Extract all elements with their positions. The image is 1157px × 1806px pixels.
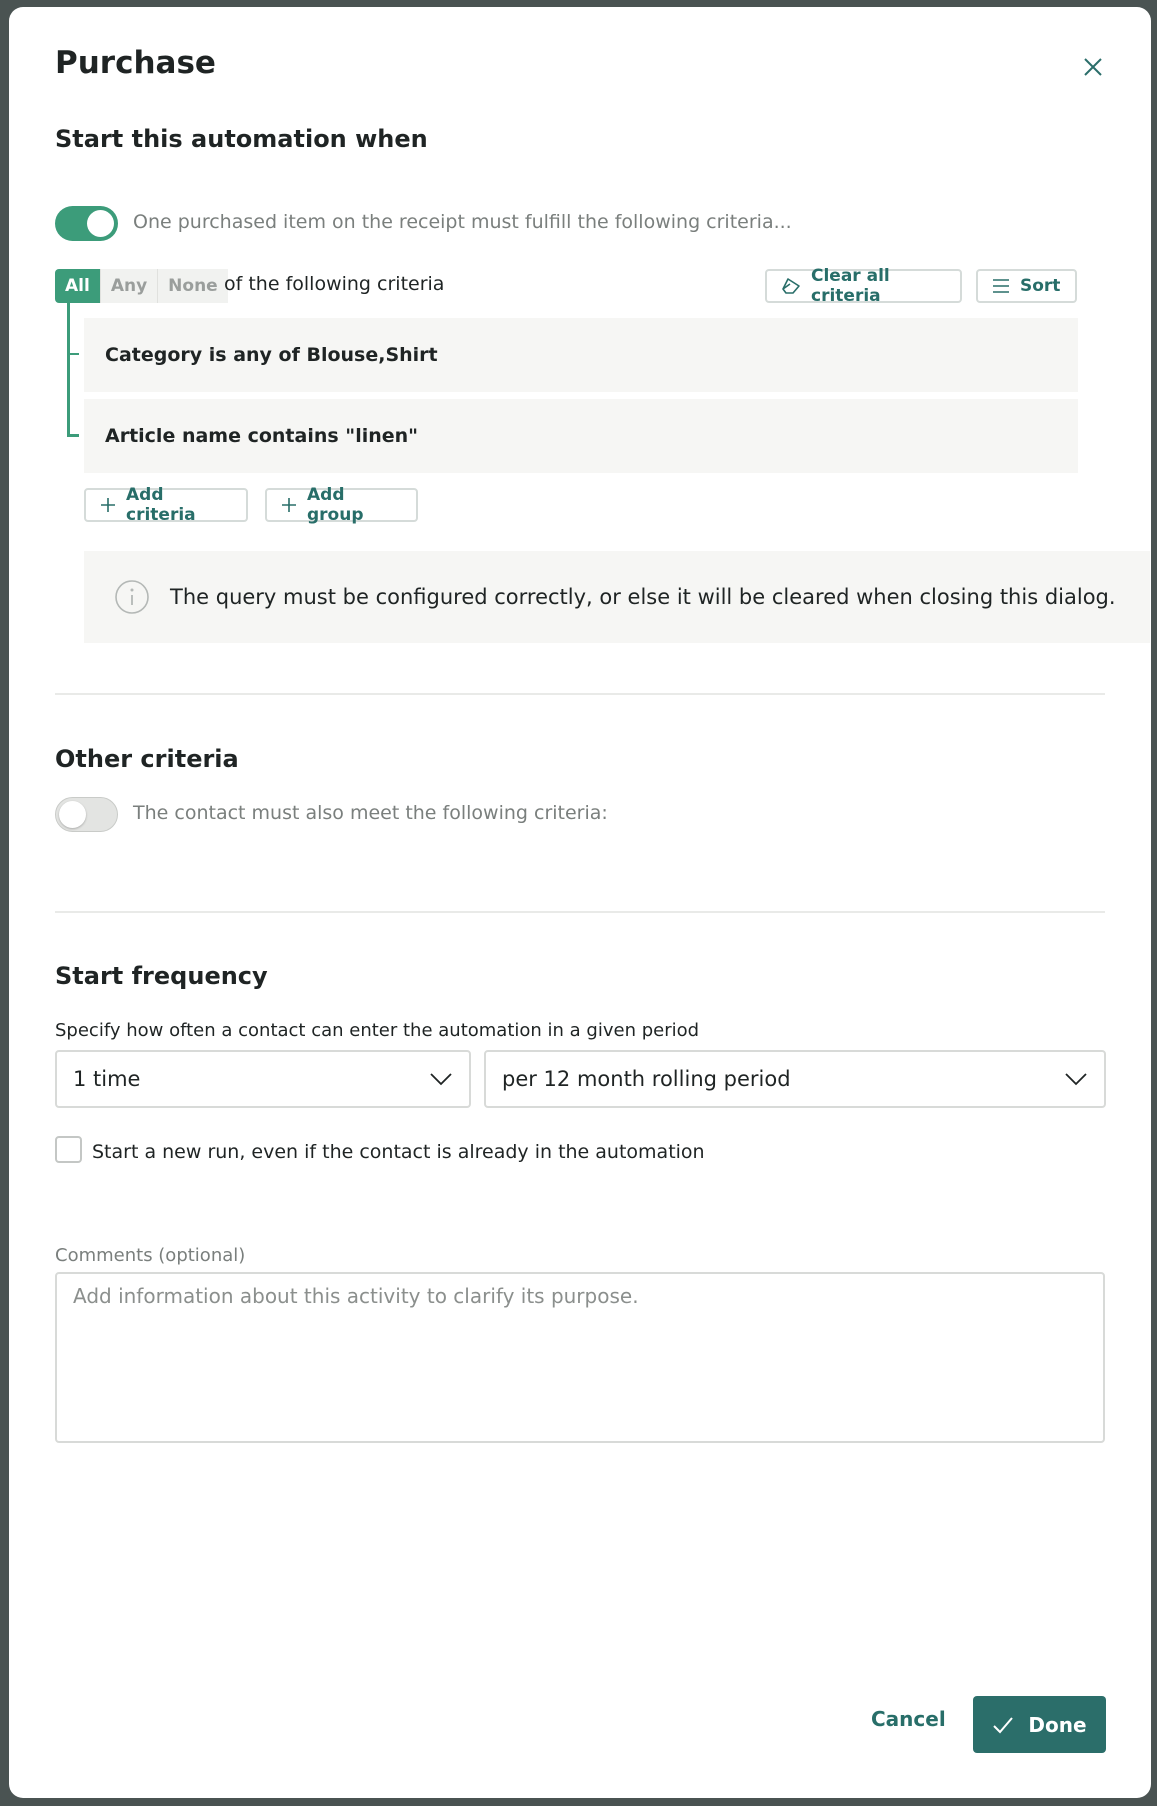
frequency-period-value: per 12 month rolling period	[502, 1067, 791, 1091]
match-mode-any[interactable]: Any	[100, 269, 157, 303]
criteria-row[interactable]	[84, 399, 1078, 473]
cancel-button[interactable]: Cancel	[871, 1707, 946, 1731]
toggle-knob	[59, 801, 86, 828]
close-icon[interactable]	[1079, 53, 1107, 81]
criteria-tree-branch	[67, 434, 79, 437]
toggle-knob	[87, 210, 114, 237]
frequency-times-select[interactable]	[55, 1050, 471, 1108]
clear-criteria-label: Clear all criteria	[811, 266, 890, 306]
sort-label: Sort	[1020, 276, 1061, 296]
frequency-times-value: 1 time	[73, 1067, 141, 1091]
info-icon	[114, 579, 150, 615]
sort-icon	[992, 278, 1010, 294]
criteria-text: Category is any of Blouse,Shirt	[105, 344, 438, 366]
comments-label: Comments (optional)	[55, 1245, 246, 1266]
done-label: Done	[1028, 1712, 1087, 1737]
chevron-down-icon	[1064, 1072, 1088, 1086]
sort-button[interactable]	[976, 269, 1077, 303]
frequency-heading: Start frequency	[55, 962, 268, 990]
frequency-period-select[interactable]	[484, 1050, 1106, 1108]
match-mode-selector	[55, 269, 228, 303]
info-text: The query must be configured correctly, or else it will be cleared when closing this dialog.	[170, 585, 1116, 609]
add-criteria-label: Add criteria	[126, 485, 196, 525]
match-suffix: of the following criteria	[224, 273, 445, 295]
other-criteria-heading: Other criteria	[55, 745, 239, 773]
criteria-row[interactable]	[84, 318, 1078, 392]
other-criteria-toggle-label: The contact must also meet the following criteria:	[133, 802, 608, 824]
criteria-tree-branch	[67, 353, 79, 355]
clear-criteria-button[interactable]	[765, 266, 962, 306]
add-group-button[interactable]	[265, 485, 418, 525]
dialog-title: Purchase	[55, 45, 216, 81]
plus-icon	[100, 497, 116, 513]
chevron-down-icon	[429, 1072, 453, 1086]
trigger-toggle[interactable]	[55, 206, 118, 241]
criteria-text: Article name contains "linen"	[105, 425, 419, 447]
criteria-tree-line	[67, 303, 70, 436]
done-button[interactable]	[973, 1696, 1106, 1753]
other-criteria-toggle[interactable]	[55, 797, 118, 832]
eraser-icon	[781, 277, 801, 295]
new-run-label: Start a new run, even if the contact is already in the automation	[92, 1141, 705, 1163]
match-mode-none[interactable]: None	[157, 269, 228, 303]
plus-icon	[281, 497, 297, 513]
info-banner	[84, 551, 1150, 643]
check-icon	[992, 1716, 1014, 1734]
section-divider	[55, 911, 1105, 913]
trigger-heading: Start this automation when	[55, 125, 428, 153]
trigger-toggle-label: One purchased item on the receipt must fulfill the following criteria...	[133, 211, 792, 233]
purchase-dialog	[9, 7, 1151, 1798]
add-criteria-button[interactable]	[84, 485, 248, 525]
match-mode-all[interactable]: All	[55, 269, 100, 303]
comments-textarea[interactable]	[55, 1272, 1105, 1443]
add-group-label: Add group	[307, 485, 364, 525]
section-divider	[55, 693, 1105, 695]
new-run-checkbox[interactable]	[55, 1136, 82, 1163]
frequency-description: Specify how often a contact can enter the automation in a given period	[55, 1020, 700, 1041]
